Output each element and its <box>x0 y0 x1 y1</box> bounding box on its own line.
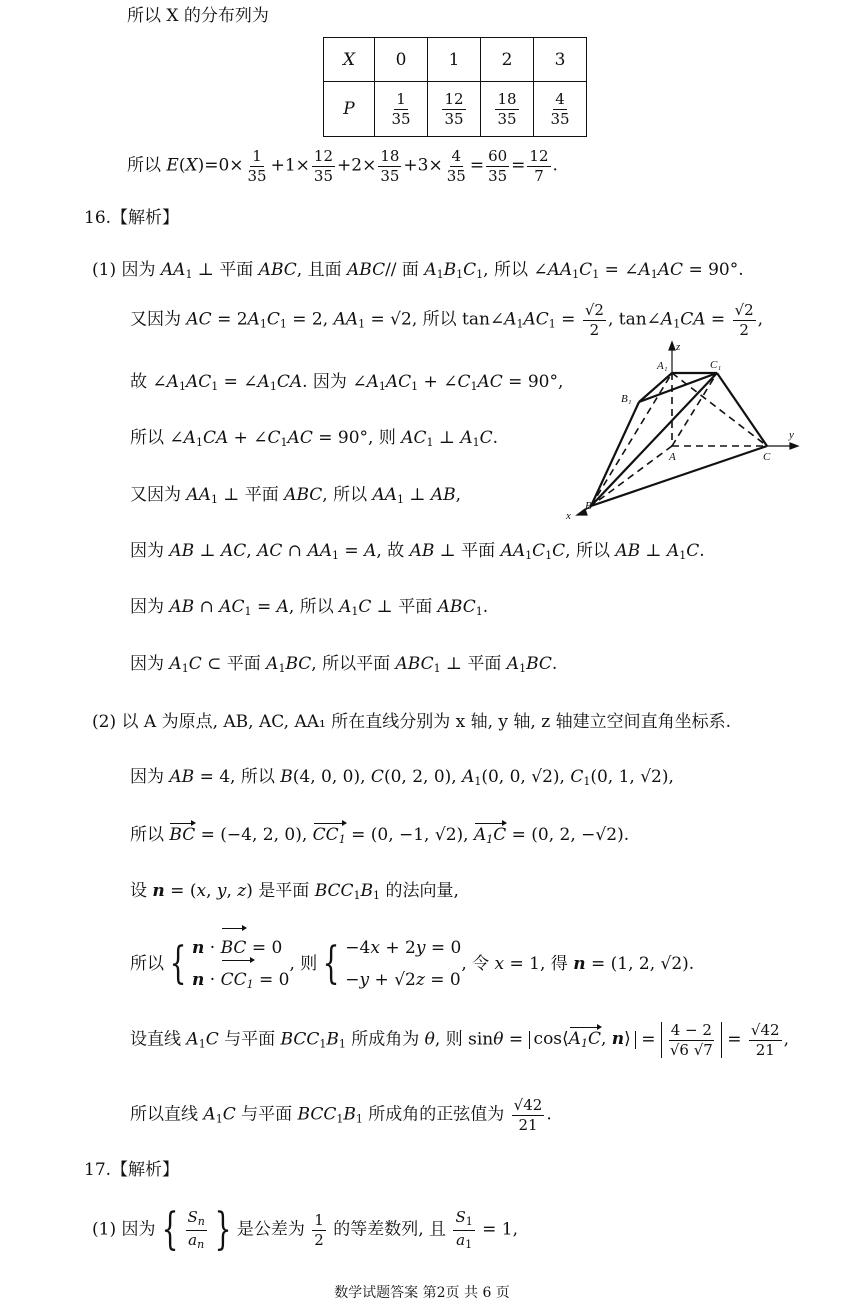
edge-bc <box>591 446 767 506</box>
prism-figure <box>560 340 810 525</box>
q16-p1-line7: 因为 AB ∩ $AC_1 = A$, 所以 $A_1C$ ⊥ 平面 $ABC_1$. <box>130 597 489 618</box>
q16-p2-sin: 设直线 $A_1C$ 与平面 $BCC_1B_1$ 所成角为 θ, 则 $\sin\theta = \cos⟨A_1C$, n⟩ = $\frac{4 - 2}{√6 √7}$ = $\frac{√42}{21}$ , <box>130 1021 789 1059</box>
edge-ac1 <box>672 373 717 446</box>
p-value-cell: $\frac{18}{35}$ <box>481 82 534 137</box>
table-row <box>324 82 587 137</box>
page-footer: 数学试题答案 第2页 共 6 页 <box>334 1285 510 1301</box>
label-c1: C₁ <box>710 359 722 371</box>
edge-bb1 <box>591 402 639 506</box>
table-row <box>324 38 587 82</box>
q16-p1-line3: 故 $\angle A_1AC_1$ = $\angle A_1CA$. 因为 $\angle A_1AC_1$ + $\angle C_1AC = 90^\circ$, <box>130 372 564 393</box>
label-a: A <box>669 451 676 463</box>
y-arrow <box>790 443 798 449</box>
expectation-line: 所以 E(X)=0× $\frac{1}{35}$ +1× $\frac{12}{35}$ +2× $\frac{18}{35}$ +3× $\frac{4}{35}$ = $\frac{60}{35}$ = $\frac{12}{7}$ . <box>127 147 558 185</box>
x-value-cell: 2 <box>481 38 534 82</box>
x-value-cell: 3 <box>534 38 587 82</box>
distribution-table <box>323 37 587 137</box>
p-value-cell: $\frac{4}{35}$ <box>534 82 587 137</box>
intro-line: 所以 X 的分布列为 <box>127 6 269 26</box>
label-b1: B₁ <box>621 393 632 405</box>
q16-p2-conclusion: 所以直线 $A_1C$ 与平面 $BCC_1B_1$ 所成角的正弦值为 $\frac{√42}{21}$ . <box>130 1096 552 1134</box>
label-x: x <box>566 510 571 522</box>
q16-p1-line2: 又因为 AC = $2A_1C_1 = 2$, $AA_1 = √2$, 所以 $\tan\angle A_1AC_1$ = $\frac{√2}{2}$ , $\tan\angle A_1CA$ = $\frac{√2}{2}$ , <box>130 301 764 339</box>
q16-p1-line6: 因为 AB ⊥ AC, AC ∩ $AA_1 = A$, 故 AB ⊥ 平面 $AA_1C_1C$, 所以 AB ⊥ $A_1C$. <box>130 541 705 562</box>
q16-p1-line8: 因为 $A_1C$ ⊂ 平面 $A_1BC$, 所以平面 $ABC_1$ ⊥ 平面 $A_1BC$. <box>130 654 558 675</box>
label-z: z <box>676 341 681 353</box>
edge-a1b1 <box>639 373 672 402</box>
x-value-cell: 1 <box>428 38 481 82</box>
q16-p2-line3: 所以 BC = (−4, 2, 0), $CC_1 = (0$, −1, √2), $A_1C = (0$, 2, −√2). <box>130 825 630 846</box>
q17-p1-line1: (1) 因为 { $\frac{S_n}{a_n}$ } 是公差为 $\frac{1}{2}$ 的等差数列, 且 $\frac{S_1}{a_1}$ = 1, <box>92 1204 519 1255</box>
label-c: C <box>763 451 771 463</box>
x-value-cell: 0 <box>375 38 428 82</box>
q16-p1-line5: 又因为 $AA_1$ ⊥ 平面 ABC, 所以 $AA_1$ ⊥ AB, <box>130 485 462 506</box>
q16-p2-line1: (2) 以 A 为原点, AB, AC, AA₁ 所在直线分别为 x 轴, y 轴, z 轴建立空间直角坐标系. <box>92 712 732 732</box>
edge-bc1 <box>591 373 717 506</box>
edge-cc1 <box>717 373 767 446</box>
p-value-cell: $\frac{1}{35}$ <box>375 82 428 137</box>
q16-p2-line2: 因为 AB = 4, 所以 B(4, 0, 0), C(0, 2, 0), $A_1(0$, 0, √2), $C_1(0$, 1, √2), <box>130 767 674 788</box>
edge-a1c <box>672 373 767 446</box>
q16-p1-line4: 所以 $\angle A_1CA$ + $\angle C_1AC = 90^\circ$, 则 $AC_1$ ⊥ $A_1C$. <box>130 428 499 449</box>
z-arrow <box>669 342 675 350</box>
edge-ab <box>591 446 672 506</box>
label-y: y <box>789 429 794 441</box>
q17-heading: 17.【解析】 <box>84 1160 180 1180</box>
p-value-cell: $\frac{12}{35}$ <box>428 82 481 137</box>
label-a1: A₁ <box>657 360 668 372</box>
label-b: B <box>585 500 592 512</box>
x-header-cell: X <box>324 38 375 82</box>
p-header-cell: P <box>324 82 375 137</box>
q16-heading: 16.【解析】 <box>84 208 180 228</box>
q16-p2-line4: 设 n = (x, y, z) 是平面 $BCC_1B_1$ 的法向量, <box>130 881 459 902</box>
q16-p2-system: 所以 { n · BC = 0 $n \cdot CC_1 = 0$ , 则 { −4x + 2y = 0 −y + √2z = 0 , 令 x = 1, 得 n = (1, 2, √2). <box>130 932 694 997</box>
q16-p1-line1: (1) 因为 $AA_1$ ⊥ 平面 ABC, 且面 ABC// 面 $A_1B_1C_1$, 所以 $\angle AA_1C_1$ = $\angle A_1AC = 90^\circ$. <box>92 260 744 281</box>
